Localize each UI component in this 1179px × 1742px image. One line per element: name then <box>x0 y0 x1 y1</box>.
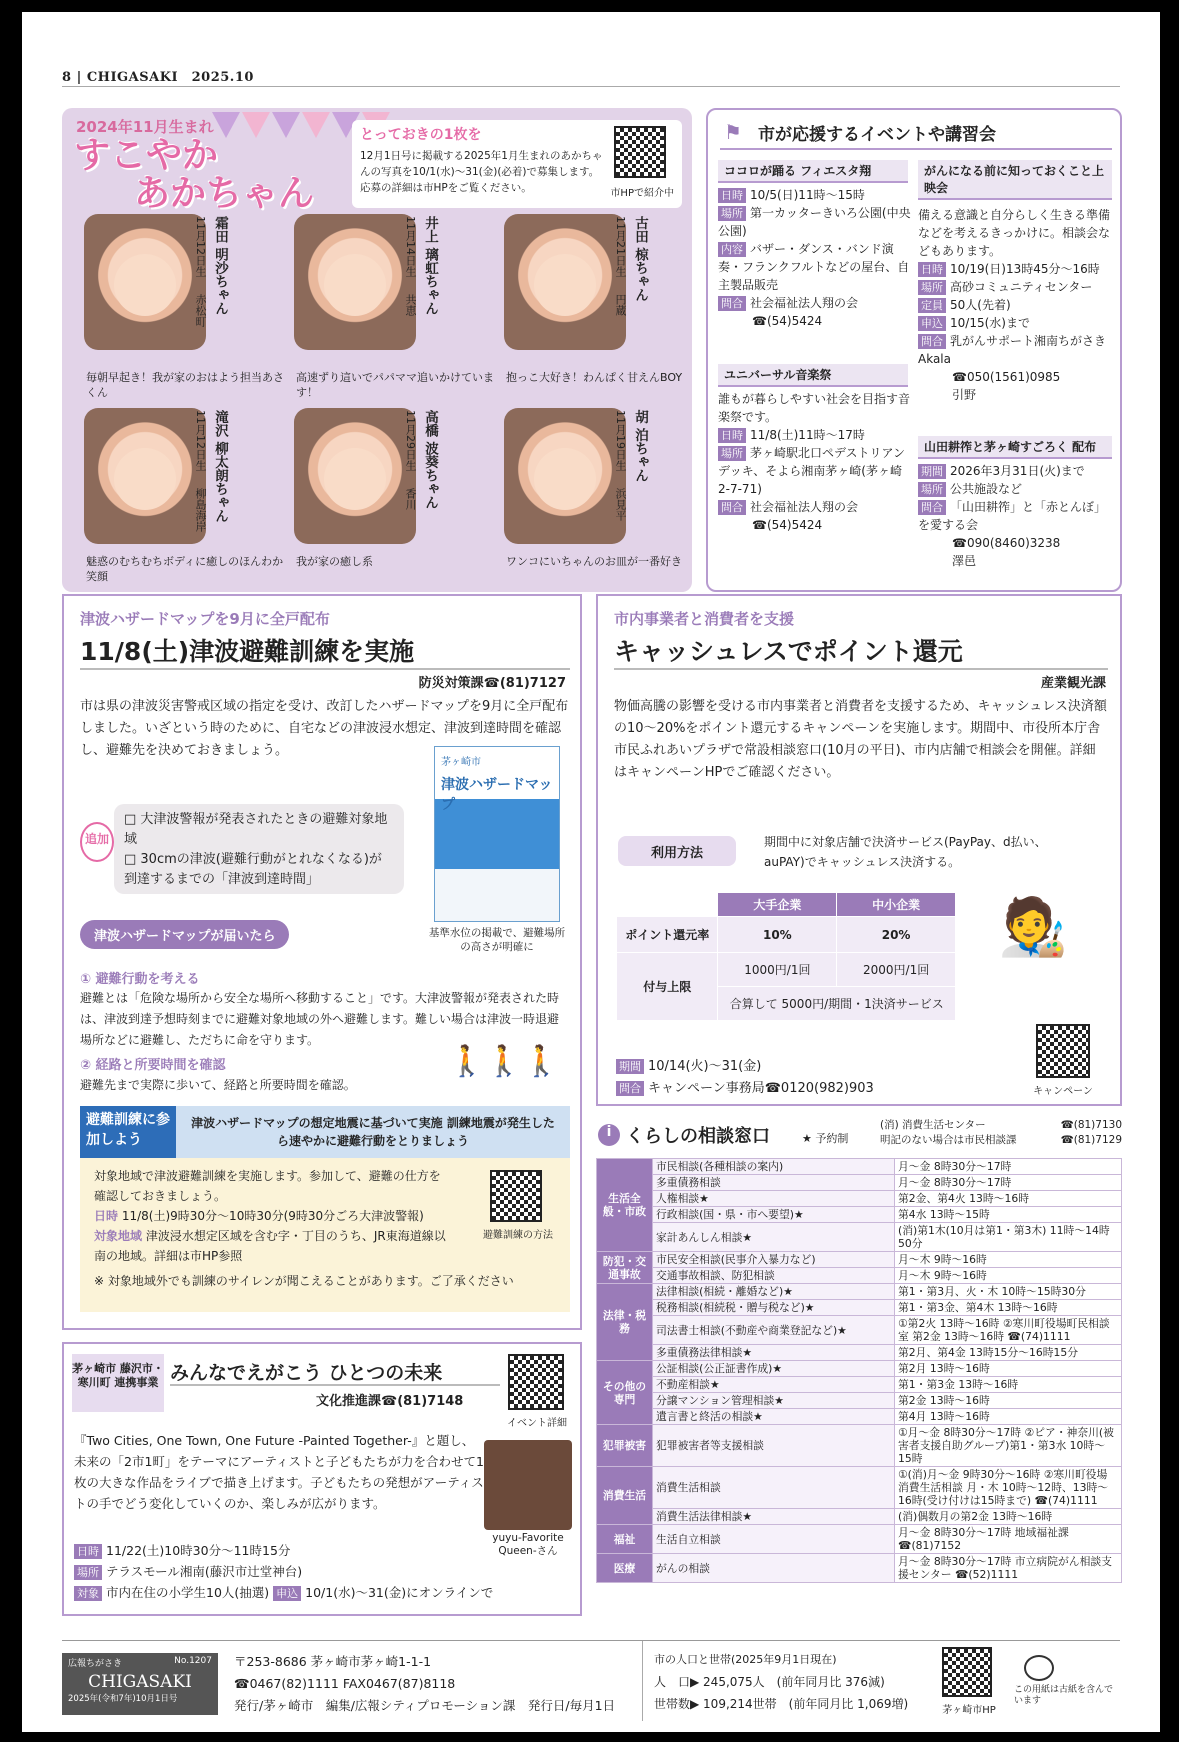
usage-label: 利用方法 <box>618 836 736 866</box>
tsunami-section <box>62 594 582 1330</box>
baby-area: 赤松町 <box>194 294 207 327</box>
baby-area: 円蔵 <box>614 294 627 316</box>
city-qr-label: 茅ヶ崎市HP <box>942 1705 996 1716</box>
baby-section <box>62 108 692 592</box>
baby-area: 柳島海岸 <box>194 488 207 532</box>
baby-caption: 毎朝早起き！我が家のおはよう担当あさくん <box>86 371 284 399</box>
drill-area: 対象地域 津波浸水想定区域を含む字・丁目のうち、JR東海道線以南の地域。詳細は市HP参照 <box>94 1229 446 1263</box>
baby-name: 霜田 明沙ちゃん <box>212 216 228 316</box>
header-divider <box>62 86 1120 87</box>
add-list: □ 大津波警報が発表されたときの避難対象地域 □ 30cmの津波(避難行動がとれなくなる)が到達するまでの「津波到達時間」 <box>114 804 404 894</box>
baby-birthdate: 11月29日生 <box>404 410 417 471</box>
event-title: ココロが踊る フィエスタ翔 <box>718 160 908 183</box>
drill-qr-label: 避難訓練の方法 <box>483 1230 553 1241</box>
artist-caption: yuyu-Favorite Queen-さん <box>492 1532 564 1557</box>
mirai-dept: 文化推進課☎(81)7148 <box>316 1394 464 1409</box>
drill-qr-code[interactable] <box>490 1170 542 1222</box>
publisher-info: 〒253-8686 茅ヶ崎市茅ヶ崎1-1-1 ☎0467(82)1111 FAX0467(87)8118 発行/茅ヶ崎市 編集/広報シティプロモーション課 発行日/毎月1日 <box>234 1654 616 1713</box>
baby-caption: 高速ずり這いでパパママ追いかけています！ <box>296 371 494 399</box>
drill-time: 日時 11/8(土)9時30分～10時30分(9時30分ごろ大津波警報) <box>94 1209 424 1223</box>
events-heading: 市が応援するイベントや講習会 <box>758 125 996 145</box>
mirai-body: 『Two Cities, One Town, One Future -Painted Together-』と題し、未来の「2市1町」をテーマにアーティストと子どもたちが力を合わせて1枚の大きな作品をライブで描き上げます。子どもたちの発想がアーティストの手でどう変化していくのか、楽しみが広がります。 <box>74 1433 484 1511</box>
consult-title: くらしの相談窓口 <box>626 1126 770 1147</box>
baby-caption: 我が家の癒し系 <box>296 555 373 568</box>
tsunami-body: 市は県の津波災害警戒区域の指定を受け、改訂したハザードマップを9月に全戸配布しました。いざという時のために、自宅などの津波浸水想定、津波到達時間を確認し、避難先を決めておきましょう。 <box>80 699 569 758</box>
baby-name: 滝沢 柳太朗ちゃん <box>212 410 228 523</box>
baby-caption: ワンコにいちゃんのお皿が一番好き <box>506 555 682 568</box>
drill-body: 対象地域で津波避難訓練を実施します。参加して、避難の仕方を確認しておきましょう。 <box>94 1169 441 1203</box>
consult-table: 生活全般・市政 市民相談(各種相談の案内) 月～金 8時30分～17時 多重債務相談 月～金 8時30分～17時 人権相談★ 第2金、第4火 13時～16時 行政相談(国・県・市へ要望)★ 第4水 13時～15時 家計あんしん相談★ (消)第1木(10月は第1・第3木) 11時～14時50分 防犯・交通事故 市民安全相談(民事介入暴力など) 月～木 9時～16時 交通事故相談、防犯相談 月～木 9時～16時 法律・税務 法律相談(相続・離婚など)★ 第1・第3月、火・木 10時～15時30分 税務相談(相続税・贈与税など)★ 第1・第3金、第4木 13時～16時 司法書士相談(不動産や商業登記など)★ ①第2火 13時～16時 ②寒川町役場町民相談室 第2金 13時～16時 ☎(74)1111 多重債務法律相談★ 第2月、第4金 13時15分～16時15分 その他の専門 公証相談(公正証書作成)★ 第2月 13時～16時 不動産相談★ 第1・第3金 13時～16時 分譲マンション管理相談★ 第2金 13時～16時 遺言書と終活の相談★ 第4月 13時～16時 犯罪被害 犯罪被害者等支援相談 ①月～金 8時30分～17時 ②ピア・神奈川(被害者支援自助グループ)第1・第3水 10時～15時 消費生活 消費生活相談 ①(消)月～金 9時30分～16時 ②寒川町役場消費生活相談 月・木 10時～12時、13時～16時(受け付けは15時まで) ☎(74)1111 消費生活法律相談★ (消)偶数月の第2金 13時～16時 福祉 生活自立相談 月～金 8時30分～17時 地域福祉課 ☎(81)7152 医療 がんの相談 月～金 8時30分～17時 市立病院がん相談支援センター ☎(52)1111 <box>596 1158 1122 1583</box>
cashless-section <box>596 594 1122 1106</box>
recycled-paper-note: この用紙は古紙を含んでいます <box>1014 1685 1114 1706</box>
baby-birthdate: 11月12日生 <box>194 410 207 471</box>
step2-body: 避難先まで実際に歩いて、経路と所要時間を確認。 <box>80 1078 356 1092</box>
mirai-title: みんなでえがこう ひとつの未来 <box>170 1362 443 1384</box>
footer <box>62 1640 1120 1720</box>
cashless-title: キャッシュレスでポイント還元 <box>614 637 963 666</box>
consult-contacts: (消) 消費生活センター ☎(81)7130 明記のない場合は市民相談課 ☎(81)7129 <box>880 1119 1122 1146</box>
baby-photo <box>294 214 416 350</box>
campaign-qr-label: キャンペーン <box>1033 1086 1093 1097</box>
promo-qr-label: 市HPで紹介中 <box>610 188 674 199</box>
mirai-section <box>62 1342 582 1616</box>
cashless-info: 期間 10/14(火)～31(金) 問合 キャンペーン事務局☎0120(982)903 <box>616 1056 996 1100</box>
baby-birthdate: 11月14日生 <box>404 216 417 277</box>
step2-heading: ② 経路と所要時間を確認 <box>80 1058 226 1073</box>
drill-heading: 津波ハザードマップの想定地震に基づいて実施 訓練地震が発生したら速やかに避難行動をとりましょう <box>176 1106 570 1158</box>
flag-icon: ⚑ <box>724 120 742 144</box>
newsletter-page <box>22 12 1160 1732</box>
baby-caption: 抱っこ大好き！わんぱく甘えんBOY <box>506 371 683 384</box>
baby-name: 井上 璃虹ちゃん <box>422 216 438 316</box>
point-table: 大手企業 中小企業 ポイント還元率 10% 20% 付与上限 1000円/1回 2000円/1回 合算して 5000円/期間・1決済サービス <box>616 892 956 1021</box>
baby-name: 胡 泊ちゃん <box>632 410 648 483</box>
baby-area: 浜見平 <box>614 488 627 521</box>
promo-title: とっておきの1枚を <box>360 127 482 143</box>
baby-caption: 魅惑のむちむちボディに癒しのほんわか笑顔 <box>86 555 284 583</box>
promo-body: 12月1日号に掲載する2025年1月生まれのあかちゃんの写真を10/1(水)～31(金)(必着)で募集します。応募の詳細は市HPをご覧ください。 <box>360 150 603 194</box>
event-details: 備える意識と自分らしく生きる準備などを考えるきっかけに。相談会などもあります。 日時 10/19(日)13時45分～16時 場所 高砂コミュニティセンター 定員 50人(先着) 申込 10/15(水)まで 問合 乳がんサポート湘南ちがさきAkala ☎050(1561)0985 引野 <box>918 208 1111 402</box>
baby-photo <box>84 408 206 544</box>
joint-project-tag: 茅ヶ崎市 藤沢市・寒川町 連携事業 <box>72 1354 164 1412</box>
mirai-info: 日時 11/22(土)10時30分～11時15分 場所 テラスモール湘南(藤沢市辻堂神台) 対象 市内在住の小学生10人(抽選) 申込 10/1(水)～31(金)にオンラインで <box>74 1540 574 1603</box>
tsunami-title: 11/8(土)津波避難訓練を実施 <box>80 637 415 666</box>
reservation-note: ★ 予約制 <box>802 1132 849 1145</box>
baby-year: 2024年11月生まれ <box>76 118 214 136</box>
usage-method: 期間中に対象店舗で決済サービス(PayPay、d払い、auPAY)でキャッシュレス決済する。 <box>764 835 1047 869</box>
hazard-map-caption: 基準水位の掲載で、避難場所の高さが明確に <box>428 927 566 953</box>
masthead: 広報ちがさき No.1207 CHIGASAKI 2025年(令和7年)10月1日号 <box>62 1653 218 1715</box>
baby-birthdate: 11月19日生 <box>614 410 627 471</box>
drill-tag: 避難訓練に参加しよう <box>80 1106 176 1158</box>
add-badge: 追加 <box>80 822 114 862</box>
step1-body: 避難とは「危険な場所から安全な場所へ移動すること」です。大津波警報が発表された時は、津波到達予想時刻までに避難対象地域の外へ避難します。難しい場合は津波一時退避場所などに避難し、ただちに命を守ります。 <box>80 991 560 1047</box>
event-details: 期間 2026年3月31日(火)まで 場所 公共施設など 問合 「山田耕筰」と「赤とんぼ」を愛する会 ☎090(8460)3238 澤邑 <box>918 464 1107 568</box>
baby-birthdate: 11月21日生 <box>614 216 627 277</box>
baby-photo <box>294 408 416 544</box>
tsunami-subtitle: 津波ハザードマップを9月に全戸配布 <box>80 610 330 628</box>
cashless-body: 物価高騰の影響を受ける市内事業者と消費者を支援するため、キャッシュレス決済額の10～20%をポイント還元するキャンペーンを実施します。期間中、市役所本庁舎市民ふれあいプラザで常設相談窓口(10月の平日)、市内店舗で相談会を開催。詳細はキャンペーンHPでご確認ください。 <box>614 699 1107 780</box>
cashless-dept: 産業観光課 <box>1040 676 1106 691</box>
hazard-map-cover: 茅ヶ崎市 津波ハザードマップ <box>434 746 560 922</box>
events-section <box>706 108 1122 592</box>
event-title: ユニバーサル音楽祭 <box>718 364 908 387</box>
cashless-subtitle: 市内事業者と消費者を支援 <box>614 610 795 628</box>
tsunami-dept: 防災対策課☎(81)7127 <box>418 676 566 691</box>
event-qr-label: イベント詳細 <box>507 1418 567 1429</box>
page-header: 8 | CHIGASAKI 2025.10 <box>62 70 254 85</box>
baby-name: 高橋 波葵ちゃん <box>422 410 438 510</box>
walking-family-illustration: 🚶🚶🚶 <box>447 1044 560 1079</box>
mascot-illustration: 🧑‍🎨 <box>998 895 1068 960</box>
drill-note: ※ 対象地域外でも訓練のサイレンが聞こえることがあります。ご了承ください <box>94 1274 514 1288</box>
event-details: 日時 10/5(日)11時～15時 場所 第一カッターきいろ公園(中央公園) 内容 バザー・ダンス・バンド演奏・フランクフルトなどの屋台、自主製品販売 問合 社会福祉法人翔の会 ☎(54)5424 <box>718 188 911 328</box>
baby-area: 香川 <box>404 488 417 510</box>
baby-photo <box>504 214 626 350</box>
baby-photo <box>84 214 206 350</box>
baby-name: 古田 椋ちゃん <box>632 216 648 302</box>
hazard-map-pill: 津波ハザードマップが届いたら <box>80 920 289 949</box>
baby-photo <box>504 408 626 544</box>
population-stats: 市の人口と世帯(2025年9月1日現在) 人 口▶ 245,075人 (前年同月比 376減) 世帯数▶ 109,214世帯 (前年同月比 1,069増) <box>654 1653 909 1711</box>
consultation-section <box>596 1118 1122 1614</box>
drill-box <box>80 1106 570 1312</box>
info-icon: i <box>598 1124 620 1146</box>
event-title: がんになる前に知っておくこと上映会 <box>918 160 1112 200</box>
baby-birthdate: 11月12日生 <box>194 216 207 277</box>
city-qr-code[interactable] <box>942 1647 992 1697</box>
campaign-qr-code[interactable] <box>1036 1024 1090 1078</box>
step1-heading: ① 避難行動を考える <box>80 972 200 987</box>
baby-area: 共恵 <box>404 294 417 316</box>
promo-qr-code[interactable] <box>614 126 666 178</box>
photo-promo <box>352 120 682 208</box>
event-title: 山田耕筰と茅ヶ崎すごろく 配布 <box>918 436 1112 459</box>
event-details: 誰もが暮らしやすい社会を目指す音楽祭です。 日時 11/8(土)11時～17時 場所 茅ヶ崎駅北口ペデストリアンデッキ、そよら湘南茅ヶ崎(茅ヶ崎2-7-71) 問合 社会福祉法人翔の会 ☎(54)5424 <box>718 392 911 532</box>
eco-ink-icon <box>1024 1655 1054 1681</box>
baby-title: すこやか あかちゃん <box>74 134 315 214</box>
artist-photo <box>484 1440 572 1530</box>
event-qr-code[interactable] <box>508 1354 564 1410</box>
